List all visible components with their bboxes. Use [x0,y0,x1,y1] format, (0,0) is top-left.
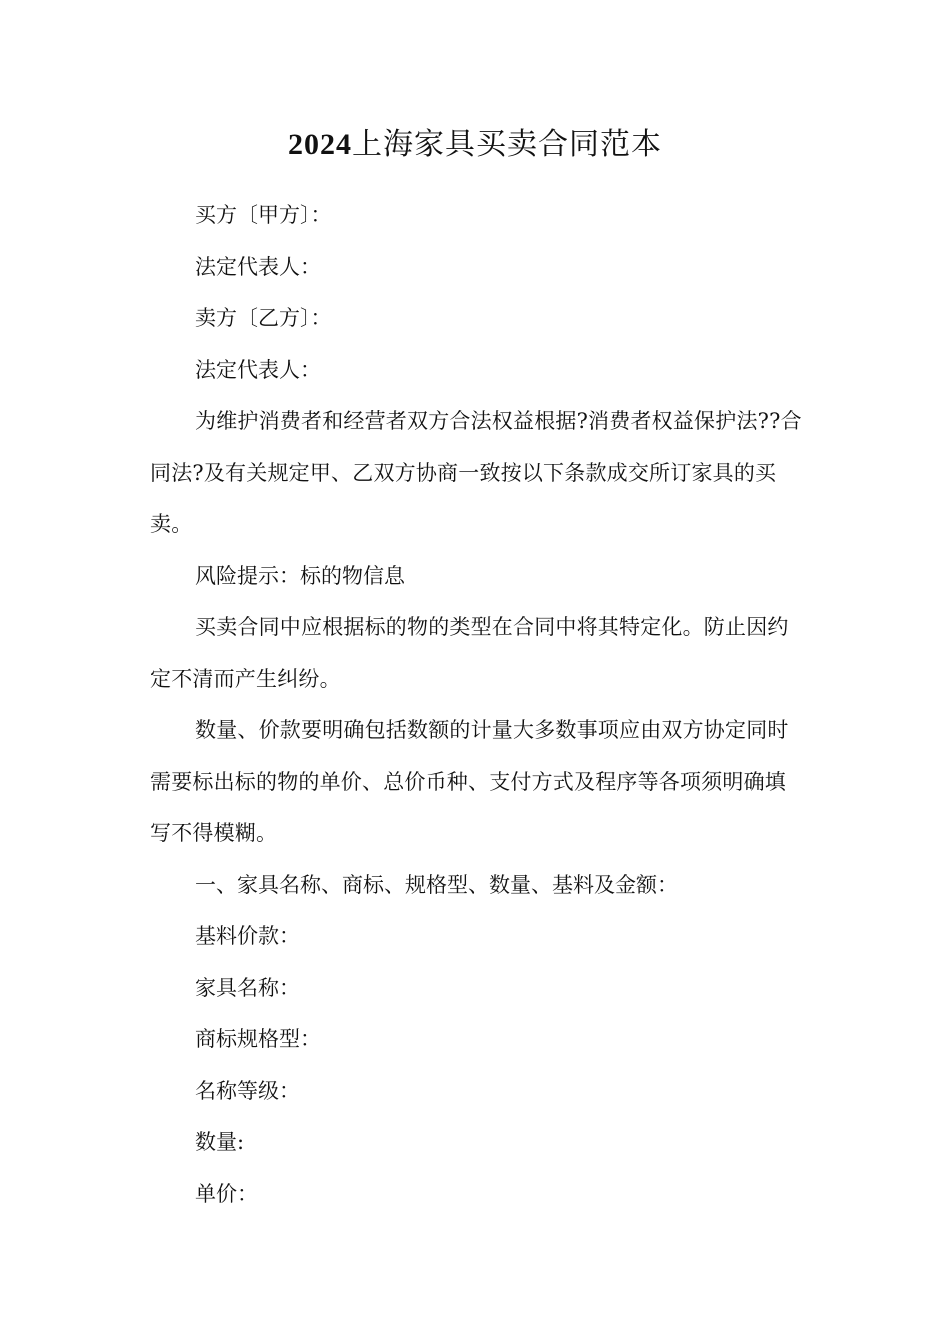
furniture-name-line: 家具名称： [195,975,300,1000]
risk-notice-paragraph: 买卖合同中应根据标的物的类型在合同中将其特定化。防止因约定不清而产生纠纷。 [150,615,789,691]
buyer-legal-rep-line: 法定代表人： [195,254,321,279]
base-material-price-line: 基料价款： [195,924,300,948]
title-year: 2024 [288,128,352,161]
buyer-party-line: 买方〔甲方〕： [195,203,332,227]
risk-notice-heading: 风险提示：标的物信息 [195,563,405,588]
quantity-line: 数量: [195,1130,245,1154]
quantity-price-paragraph: 数量、价款要明确包括数额的计量大多数事项应由双方协定同时需要标出标的物的单价、总价币种、支付方式及程序等各项须明确填写不得模糊。 [150,718,789,845]
seller-party-line: 卖方〔乙方〕： [195,306,332,330]
preamble-paragraph: 为维护消费者和经营者双方合法权益根据?消费者权益保护法??合同法?及有关规定甲、乙双方协商一致按以下条款成交所订家具的买卖。 [150,409,802,536]
name-grade-line: 名称等级： [195,1078,300,1103]
trademark-spec-line: 商标规格型： [195,1027,321,1051]
seller-legal-rep-line: 法定代表人： [195,357,321,382]
document-title [0,120,950,170]
title-text: 上海家具买卖合同范本 [352,127,662,162]
document-body [150,190,805,1220]
section-one-heading: 一、家具名称、商标、规格型、数量、基料及金额： [195,872,678,897]
unit-price-line: 单价： [195,1181,258,1206]
